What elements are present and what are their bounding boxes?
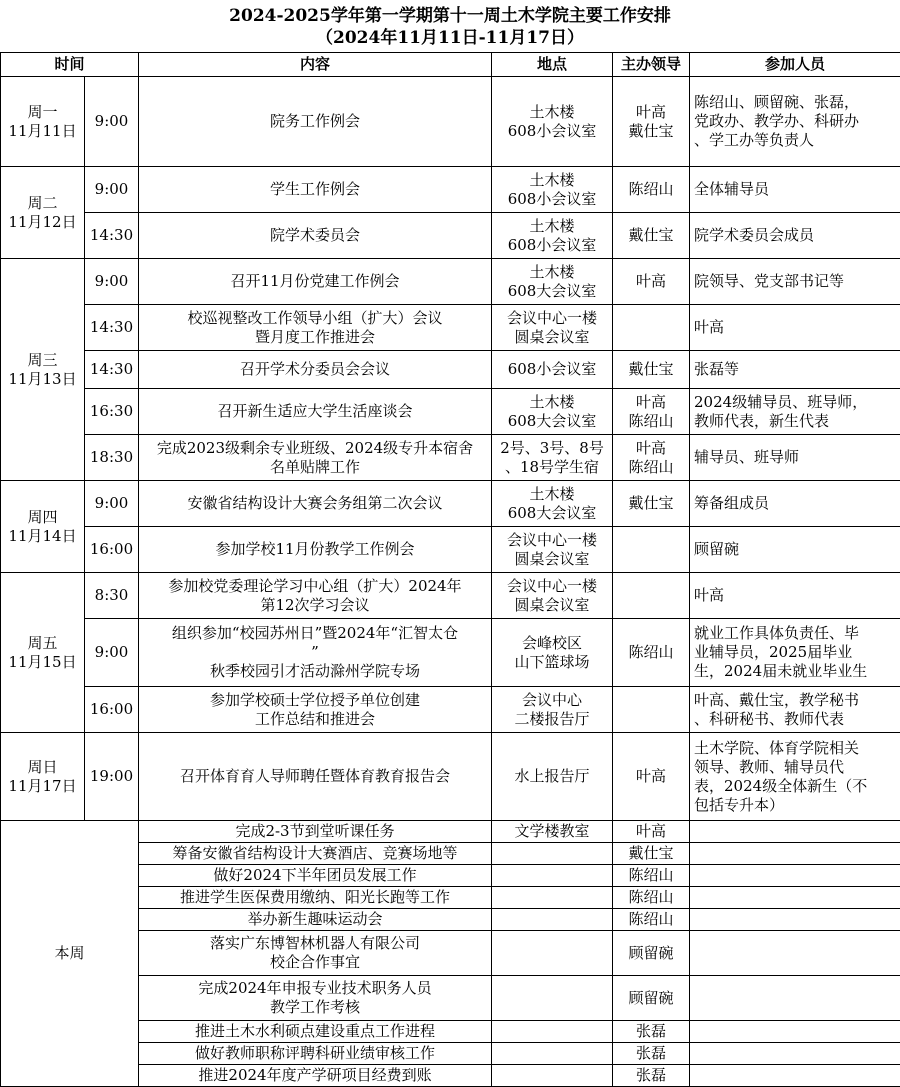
host-cell: 陈绍山 xyxy=(613,887,690,909)
content-cell: 院学术委员会 xyxy=(139,213,492,259)
header-content: 内容 xyxy=(139,53,492,77)
people-cell: 陈绍山、顾留碗、张磊， 党政办、教学办、科研办 、学工办等负责人 xyxy=(690,77,900,167)
people-cell: 叶高 xyxy=(690,305,900,351)
day-label: 周五 11月15日 xyxy=(1,573,85,733)
page-subtitle: （2024年11月11日-11月17日） xyxy=(0,28,900,48)
time-cell: 9:00 xyxy=(85,481,139,527)
host-cell: 戴仕宝 xyxy=(613,351,690,389)
day-label: 周日 11月17日 xyxy=(1,733,85,821)
people-cell: 叶高、戴仕宝，教学秘书 、科研秘书、教师代表 xyxy=(690,687,900,733)
people-cell: 全体辅导员 xyxy=(690,167,900,213)
place-cell xyxy=(492,1065,613,1087)
table-row xyxy=(1,573,900,619)
people-cell xyxy=(690,909,900,931)
time-cell: 16:30 xyxy=(85,389,139,435)
place-cell: 水上报告厅 xyxy=(492,733,613,821)
table-row xyxy=(1,389,900,435)
content-cell: 做好教师职称评聘科研业绩审核工作 xyxy=(139,1043,492,1065)
content-cell: 参加学校硕士学位授予单位创建 工作总结和推进会 xyxy=(139,687,492,733)
content-cell: 完成2023级剩余专业班级、2024级专升本宿舍 名单贴牌工作 xyxy=(139,435,492,481)
place-cell: 土木楼 608小会议室 xyxy=(492,213,613,259)
table-row xyxy=(1,305,900,351)
time-cell: 19:00 xyxy=(85,733,139,821)
people-cell: 就业工作具体负责任、毕 业辅导员，2025届毕业 生，2024届未就业毕业生 xyxy=(690,619,900,687)
place-cell xyxy=(492,1043,613,1065)
people-cell xyxy=(690,865,900,887)
host-cell: 叶高 xyxy=(613,821,690,843)
place-cell: 土木楼 608大会议室 xyxy=(492,481,613,527)
host-cell: 戴仕宝 xyxy=(613,481,690,527)
host-cell: 陈绍山 xyxy=(613,865,690,887)
time-cell: 9:00 xyxy=(85,77,139,167)
time-cell: 16:00 xyxy=(85,687,139,733)
host-cell: 戴仕宝 xyxy=(613,213,690,259)
day-label: 周一 11月11日 xyxy=(1,77,85,167)
page-title: 2024-2025学年第一学期第十一周土木学院主要工作安排 xyxy=(0,6,900,26)
header-host: 主办领导 xyxy=(613,53,690,77)
host-cell xyxy=(613,687,690,733)
table-row xyxy=(1,821,900,843)
content-cell: 院务工作例会 xyxy=(139,77,492,167)
header-time: 时间 xyxy=(1,53,139,77)
place-cell: 土木楼 608小会议室 xyxy=(492,167,613,213)
content-cell: 完成2024年申报专业技术职务人员 教学工作考核 xyxy=(139,976,492,1021)
people-cell xyxy=(690,1065,900,1087)
content-cell: 推进土木水利硕点建设重点工作进程 xyxy=(139,1021,492,1043)
people-cell xyxy=(690,1021,900,1043)
time-cell: 8:30 xyxy=(85,573,139,619)
place-cell: 土木楼 608大会议室 xyxy=(492,389,613,435)
place-cell xyxy=(492,887,613,909)
content-cell: 召开11月份党建工作例会 xyxy=(139,259,492,305)
time-cell: 14:30 xyxy=(85,305,139,351)
host-cell: 叶高 陈绍山 xyxy=(613,435,690,481)
table-row xyxy=(1,77,900,167)
table-row xyxy=(1,619,900,687)
time-cell: 9:00 xyxy=(85,619,139,687)
table-row xyxy=(1,733,900,821)
place-cell: 608小会议室 xyxy=(492,351,613,389)
people-cell xyxy=(690,821,900,843)
people-cell: 筹备组成员 xyxy=(690,481,900,527)
place-cell: 文学楼教室 xyxy=(492,821,613,843)
host-cell: 叶高 xyxy=(613,733,690,821)
content-cell: 举办新生趣味运动会 xyxy=(139,909,492,931)
host-cell: 戴仕宝 xyxy=(613,843,690,865)
people-cell xyxy=(690,843,900,865)
host-cell: 顾留碗 xyxy=(613,931,690,976)
place-cell: 会议中心 二楼报告厅 xyxy=(492,687,613,733)
day-label: 周二 11月12日 xyxy=(1,167,85,259)
content-cell: 落实广东博智林机器人有限公司 校企合作事宜 xyxy=(139,931,492,976)
content-cell: 安徽省结构设计大赛会务组第二次会议 xyxy=(139,481,492,527)
place-cell: 会议中心一楼 圆桌会议室 xyxy=(492,305,613,351)
place-cell xyxy=(492,931,613,976)
people-cell: 院学术委员会成员 xyxy=(690,213,900,259)
day-label: 周四 11月14日 xyxy=(1,481,85,573)
content-cell: 召开体育育人导师聘任暨体育教育报告会 xyxy=(139,733,492,821)
content-cell: 学生工作例会 xyxy=(139,167,492,213)
host-cell: 陈绍山 xyxy=(613,909,690,931)
table-row xyxy=(1,435,900,481)
time-cell: 16:00 xyxy=(85,527,139,573)
place-cell xyxy=(492,976,613,1021)
place-cell: 会议中心一楼 圆桌会议室 xyxy=(492,573,613,619)
time-cell: 9:00 xyxy=(85,259,139,305)
content-cell: 完成2-3节到堂听课任务 xyxy=(139,821,492,843)
people-cell xyxy=(690,976,900,1021)
content-cell: 组织参加“校园苏州日”暨2024年“汇智太仓 ” 秋季校园引才活动滁州学院专场 xyxy=(139,619,492,687)
place-cell xyxy=(492,909,613,931)
people-cell: 辅导员、班导师 xyxy=(690,435,900,481)
place-cell: 2号、3号、8号 、18号学生宿 xyxy=(492,435,613,481)
week-label: 本周 xyxy=(1,821,139,1087)
time-cell: 14:30 xyxy=(85,213,139,259)
place-cell xyxy=(492,843,613,865)
table-row xyxy=(1,259,900,305)
time-cell: 18:30 xyxy=(85,435,139,481)
table-row xyxy=(1,167,900,213)
people-cell xyxy=(690,931,900,976)
host-cell: 张磊 xyxy=(613,1021,690,1043)
time-cell: 14:30 xyxy=(85,351,139,389)
place-cell: 土木楼 608小会议室 xyxy=(492,77,613,167)
people-cell: 张磊等 xyxy=(690,351,900,389)
host-cell: 顾留碗 xyxy=(613,976,690,1021)
people-cell xyxy=(690,1043,900,1065)
table-row xyxy=(1,527,900,573)
people-cell: 顾留碗 xyxy=(690,527,900,573)
content-cell: 筹备安徽省结构设计大赛酒店、竞赛场地等 xyxy=(139,843,492,865)
host-cell xyxy=(613,305,690,351)
header-place: 地点 xyxy=(492,53,613,77)
table-row xyxy=(1,213,900,259)
host-cell: 张磊 xyxy=(613,1043,690,1065)
place-cell: 会峰校区 山下篮球场 xyxy=(492,619,613,687)
day-label: 周三 11月13日 xyxy=(1,259,85,481)
host-cell xyxy=(613,527,690,573)
content-cell: 做好2024下半年团员发展工作 xyxy=(139,865,492,887)
table-row xyxy=(1,351,900,389)
people-cell: 院领导、党支部书记等 xyxy=(690,259,900,305)
people-cell: 土木学院、体育学院相关 领导、教师、辅导员代 表，2024级全体新生（不 包括专升本） xyxy=(690,733,900,821)
place-cell: 会议中心一楼 圆桌会议室 xyxy=(492,527,613,573)
header-people: 参加人员 xyxy=(690,53,900,77)
people-cell: 2024级辅导员、班导师， 教师代表，新生代表 xyxy=(690,389,900,435)
people-cell: 叶高 xyxy=(690,573,900,619)
content-cell: 推进2024年度产学研项目经费到账 xyxy=(139,1065,492,1087)
host-cell xyxy=(613,573,690,619)
time-cell: 9:00 xyxy=(85,167,139,213)
schedule-table xyxy=(0,52,900,1087)
table-row xyxy=(1,481,900,527)
host-cell: 叶高 xyxy=(613,259,690,305)
place-cell xyxy=(492,1021,613,1043)
host-cell: 叶高 戴仕宝 xyxy=(613,77,690,167)
host-cell: 陈绍山 xyxy=(613,167,690,213)
content-cell: 参加学校11月份教学工作例会 xyxy=(139,527,492,573)
place-cell: 土木楼 608大会议室 xyxy=(492,259,613,305)
people-cell xyxy=(690,887,900,909)
content-cell: 召开学术分委员会会议 xyxy=(139,351,492,389)
content-cell: 召开新生适应大学生活座谈会 xyxy=(139,389,492,435)
header-row xyxy=(1,53,900,77)
table-row xyxy=(1,687,900,733)
schedule-body xyxy=(1,53,900,1087)
host-cell: 叶高 陈绍山 xyxy=(613,389,690,435)
content-cell: 校巡视整改工作领导小组（扩大）会议 暨月度工作推进会 xyxy=(139,305,492,351)
place-cell xyxy=(492,865,613,887)
host-cell: 陈绍山 xyxy=(613,619,690,687)
content-cell: 参加校党委理论学习中心组（扩大）2024年 第12次学习会议 xyxy=(139,573,492,619)
host-cell: 张磊 xyxy=(613,1065,690,1087)
content-cell: 推进学生医保费用缴纳、阳光长跑等工作 xyxy=(139,887,492,909)
